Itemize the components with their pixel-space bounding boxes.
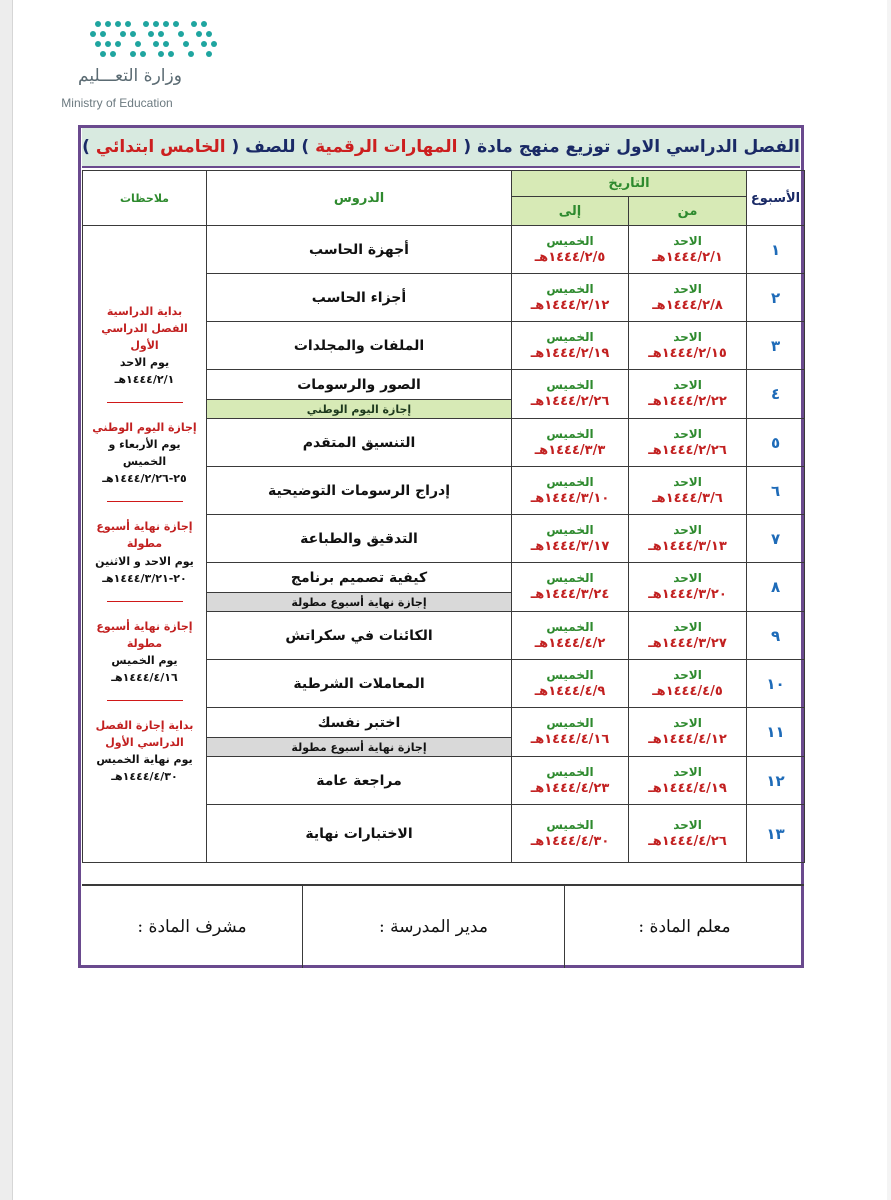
date-to-cell bbox=[512, 274, 629, 322]
date-from-cell bbox=[629, 370, 747, 419]
note-day: يوم الخميس bbox=[111, 653, 178, 667]
note-date: ٢٥-١٤٤٤/٢/٢٦هـ bbox=[102, 472, 187, 486]
schedule-table bbox=[82, 170, 805, 863]
note-title: إجازة نهاية أسبوع مطولة bbox=[96, 520, 193, 551]
lesson-name: أجهزة الحاسب bbox=[207, 226, 512, 274]
header-week: الأسبوع bbox=[747, 171, 805, 226]
date-to-value: ١٤٤٤/٣/٣هـ bbox=[534, 442, 606, 458]
ministry-logo-mark-icon bbox=[90, 18, 220, 64]
title-grade: الخامس ابتدائي bbox=[95, 137, 226, 157]
header-date: التاريخ bbox=[512, 171, 747, 197]
lesson-name: الملفات والمجلدات bbox=[207, 322, 512, 370]
date-to-day: الخميس bbox=[546, 233, 594, 248]
lesson-name: إدراج الرسومات التوضيحية bbox=[207, 467, 512, 515]
header-to: إلى bbox=[512, 197, 629, 226]
date-from-value: ١٤٤٤/٢/١٥هـ bbox=[648, 345, 727, 361]
ministry-logo bbox=[34, 16, 182, 116]
note-day: يوم الأربعاء و الخميس bbox=[108, 438, 181, 469]
date-to-value: ١٤٤٤/٢/٢٦هـ bbox=[530, 394, 610, 410]
ministry-name-en: Ministry of Education bbox=[61, 96, 173, 110]
date-to-cell bbox=[512, 467, 629, 515]
note-date: ١٤٤٤/٤/١٦هـ bbox=[111, 670, 178, 684]
date-from-cell bbox=[629, 708, 747, 757]
date-to-day: الخميس bbox=[546, 764, 594, 779]
note-separator bbox=[107, 402, 183, 403]
date-from-day: الاحد bbox=[673, 378, 702, 393]
date-from-day: الاحد bbox=[673, 764, 702, 779]
date-to-day: الخميس bbox=[546, 474, 594, 489]
week-number: ٦ bbox=[747, 467, 805, 515]
page-edge bbox=[0, 0, 13, 1200]
date-to-cell bbox=[512, 612, 629, 660]
holiday-label: إجازة نهاية أسبوع مطولة bbox=[207, 593, 512, 612]
header-from: من bbox=[629, 197, 747, 226]
header-lessons: الدروس bbox=[207, 171, 512, 226]
week-number: ٧ bbox=[747, 515, 805, 563]
week-number: ٢ bbox=[747, 274, 805, 322]
note-item bbox=[87, 518, 202, 586]
date-to-cell bbox=[512, 757, 629, 805]
lesson-name: المعاملات الشرطية bbox=[207, 660, 512, 708]
note-day: يوم الاحد و الاثنين bbox=[95, 554, 194, 568]
week-number: ١١ bbox=[747, 708, 805, 757]
date-from-day: الاحد bbox=[673, 281, 702, 296]
note-item bbox=[87, 419, 202, 487]
date-to-day: الخميس bbox=[546, 817, 594, 832]
date-from-cell bbox=[629, 757, 747, 805]
date-from-value: ١٤٤٤/٢/٢٢هـ bbox=[648, 394, 727, 410]
week-number: ١٠ bbox=[747, 660, 805, 708]
table-row bbox=[83, 226, 805, 274]
date-from-day: الاحد bbox=[673, 233, 702, 248]
principal-signature: مدير المدرسة : bbox=[302, 886, 564, 968]
date-from-cell bbox=[629, 660, 747, 708]
notes-column bbox=[83, 226, 207, 863]
date-from-value: ١٤٤٤/٢/٢٦هـ bbox=[648, 442, 727, 458]
date-from-value: ١٤٤٤/٤/١٢هـ bbox=[648, 732, 727, 748]
week-number: ١٣ bbox=[747, 805, 805, 863]
date-to-value: ١٤٤٤/٤/٢هـ bbox=[534, 635, 606, 651]
date-to-cell bbox=[512, 226, 629, 274]
date-to-value: ١٤٤٤/٢/٥هـ bbox=[534, 249, 606, 265]
date-from-value: ١٤٤٤/٣/٢٠هـ bbox=[648, 587, 727, 603]
lesson-name: أجزاء الحاسب bbox=[207, 274, 512, 322]
note-date: ٢٠-١٤٤٤/٣/٢١هـ bbox=[102, 571, 187, 585]
title-subject: المهارات الرقمية bbox=[315, 137, 458, 157]
date-to-value: ١٤٤٤/٤/٩هـ bbox=[534, 683, 606, 699]
date-to-cell bbox=[512, 805, 629, 863]
date-to-day: الخميس bbox=[546, 426, 594, 441]
week-number: ٩ bbox=[747, 612, 805, 660]
page-edge-right bbox=[887, 0, 891, 1200]
date-to-cell bbox=[512, 322, 629, 370]
date-to-cell bbox=[512, 660, 629, 708]
date-from-cell bbox=[629, 563, 747, 612]
date-to-value: ١٤٤٤/٢/١٩هـ bbox=[530, 345, 610, 361]
date-to-day: الخميس bbox=[546, 571, 594, 586]
header-notes: ملاحظات bbox=[83, 171, 207, 226]
note-title: إجازة اليوم الوطني bbox=[92, 421, 197, 435]
holiday-label: إجازة نهاية أسبوع مطولة bbox=[207, 738, 512, 757]
date-to-cell bbox=[512, 419, 629, 467]
ministry-name-ar: وزارة التعـــليم bbox=[78, 66, 182, 86]
date-to-day: الخميس bbox=[546, 329, 594, 344]
note-title: إجازة نهاية أسبوع مطولة bbox=[96, 619, 193, 650]
date-to-value: ١٤٤٤/٤/٣٠هـ bbox=[530, 833, 610, 849]
week-number: ١٢ bbox=[747, 757, 805, 805]
date-to-day: الخميس bbox=[546, 378, 594, 393]
week-number: ٤ bbox=[747, 370, 805, 419]
date-to-cell bbox=[512, 515, 629, 563]
lesson-name: التنسيق المتقدم bbox=[207, 419, 512, 467]
date-to-day: الخميس bbox=[546, 716, 594, 731]
lesson-name: كيفية تصميم برنامج bbox=[207, 563, 512, 593]
date-from-cell bbox=[629, 322, 747, 370]
date-from-value: ١٤٤٤/٢/٨هـ bbox=[652, 297, 723, 313]
lesson-name: الصور والرسومات bbox=[207, 370, 512, 400]
date-to-day: الخميس bbox=[546, 522, 594, 537]
date-from-day: الاحد bbox=[673, 667, 702, 682]
note-day: يوم الاحد bbox=[119, 356, 170, 370]
date-to-day: الخميس bbox=[546, 619, 594, 634]
page-title bbox=[82, 128, 800, 168]
title-middle: ) للصف ( bbox=[231, 137, 310, 157]
teacher-signature: معلم المادة : bbox=[564, 886, 804, 968]
date-to-day: الخميس bbox=[546, 667, 594, 682]
date-from-value: ١٤٤٤/٤/٢٦هـ bbox=[648, 833, 727, 849]
date-to-value: ١٤٤٤/٤/١٦هـ bbox=[530, 732, 610, 748]
note-date: ١٤٤٤/٤/٣٠هـ bbox=[111, 769, 178, 783]
date-from-value: ١٤٤٤/٢/١هـ bbox=[652, 249, 723, 265]
date-to-cell bbox=[512, 708, 629, 757]
date-to-value: ١٤٤٤/٢/١٢هـ bbox=[530, 297, 610, 313]
note-separator bbox=[107, 601, 183, 602]
lesson-name: الاختبارات نهاية bbox=[207, 805, 512, 863]
date-to-cell bbox=[512, 370, 629, 419]
lesson-name: التدقيق والطباعة bbox=[207, 515, 512, 563]
date-to-value: ١٤٤٤/٣/١٠هـ bbox=[530, 490, 610, 506]
week-number: ٣ bbox=[747, 322, 805, 370]
note-date: ١٤٤٤/٢/١هـ bbox=[114, 373, 175, 387]
date-from-day: الاحد bbox=[673, 619, 702, 634]
date-from-cell bbox=[629, 467, 747, 515]
date-from-day: الاحد bbox=[673, 817, 702, 832]
holiday-label: إجازة اليوم الوطني bbox=[207, 400, 512, 419]
date-from-day: الاحد bbox=[673, 571, 702, 586]
week-number: ٥ bbox=[747, 419, 805, 467]
date-from-cell bbox=[629, 805, 747, 863]
date-from-day: الاحد bbox=[673, 474, 702, 489]
signature-row bbox=[82, 884, 804, 968]
week-number: ٨ bbox=[747, 563, 805, 612]
supervisor-signature: مشرف المادة : bbox=[137, 917, 247, 937]
date-from-value: ١٤٤٤/٤/٥هـ bbox=[652, 683, 723, 699]
date-from-cell bbox=[629, 515, 747, 563]
date-from-day: الاحد bbox=[673, 716, 702, 731]
date-to-day: الخميس bbox=[546, 281, 594, 296]
date-to-value: ١٤٤٤/٣/١٧هـ bbox=[530, 538, 610, 554]
date-from-cell bbox=[629, 419, 747, 467]
week-number: ١ bbox=[747, 226, 805, 274]
title-prefix: الفصل الدراسي الاول توزيع منهج مادة ( bbox=[463, 137, 800, 157]
date-to-cell bbox=[512, 563, 629, 612]
note-day: يوم نهاية الخميس bbox=[96, 752, 193, 766]
note-separator bbox=[107, 501, 183, 502]
date-from-day: الاحد bbox=[673, 426, 702, 441]
lesson-name: الكائنات في سكراتش bbox=[207, 612, 512, 660]
title-suffix: ) bbox=[82, 137, 90, 157]
date-from-day: الاحد bbox=[673, 329, 702, 344]
date-from-day: الاحد bbox=[673, 522, 702, 537]
lesson-name: مراجعة عامة bbox=[207, 757, 512, 805]
date-to-value: ١٤٤٤/٣/٢٤هـ bbox=[530, 587, 610, 603]
lesson-name: اختبر نفسك bbox=[207, 708, 512, 738]
date-from-value: ١٤٤٤/٣/٢٧هـ bbox=[648, 635, 727, 651]
note-title: بداية إجازة الفصل الدراسي الأول bbox=[95, 718, 194, 749]
date-from-value: ١٤٤٤/٣/١٣هـ bbox=[648, 538, 727, 554]
date-from-cell bbox=[629, 226, 747, 274]
date-from-value: ١٤٤٤/٣/٦هـ bbox=[652, 490, 723, 506]
note-item bbox=[87, 717, 202, 785]
date-to-value: ١٤٤٤/٤/٢٣هـ bbox=[530, 780, 610, 796]
note-item bbox=[87, 303, 202, 388]
note-separator bbox=[107, 700, 183, 701]
note-title: بداية الدراسية الفصل الدراسي الأول bbox=[101, 305, 188, 353]
note-item bbox=[87, 618, 202, 686]
date-from-value: ١٤٤٤/٤/١٩هـ bbox=[648, 780, 727, 796]
date-from-cell bbox=[629, 612, 747, 660]
date-from-cell bbox=[629, 274, 747, 322]
